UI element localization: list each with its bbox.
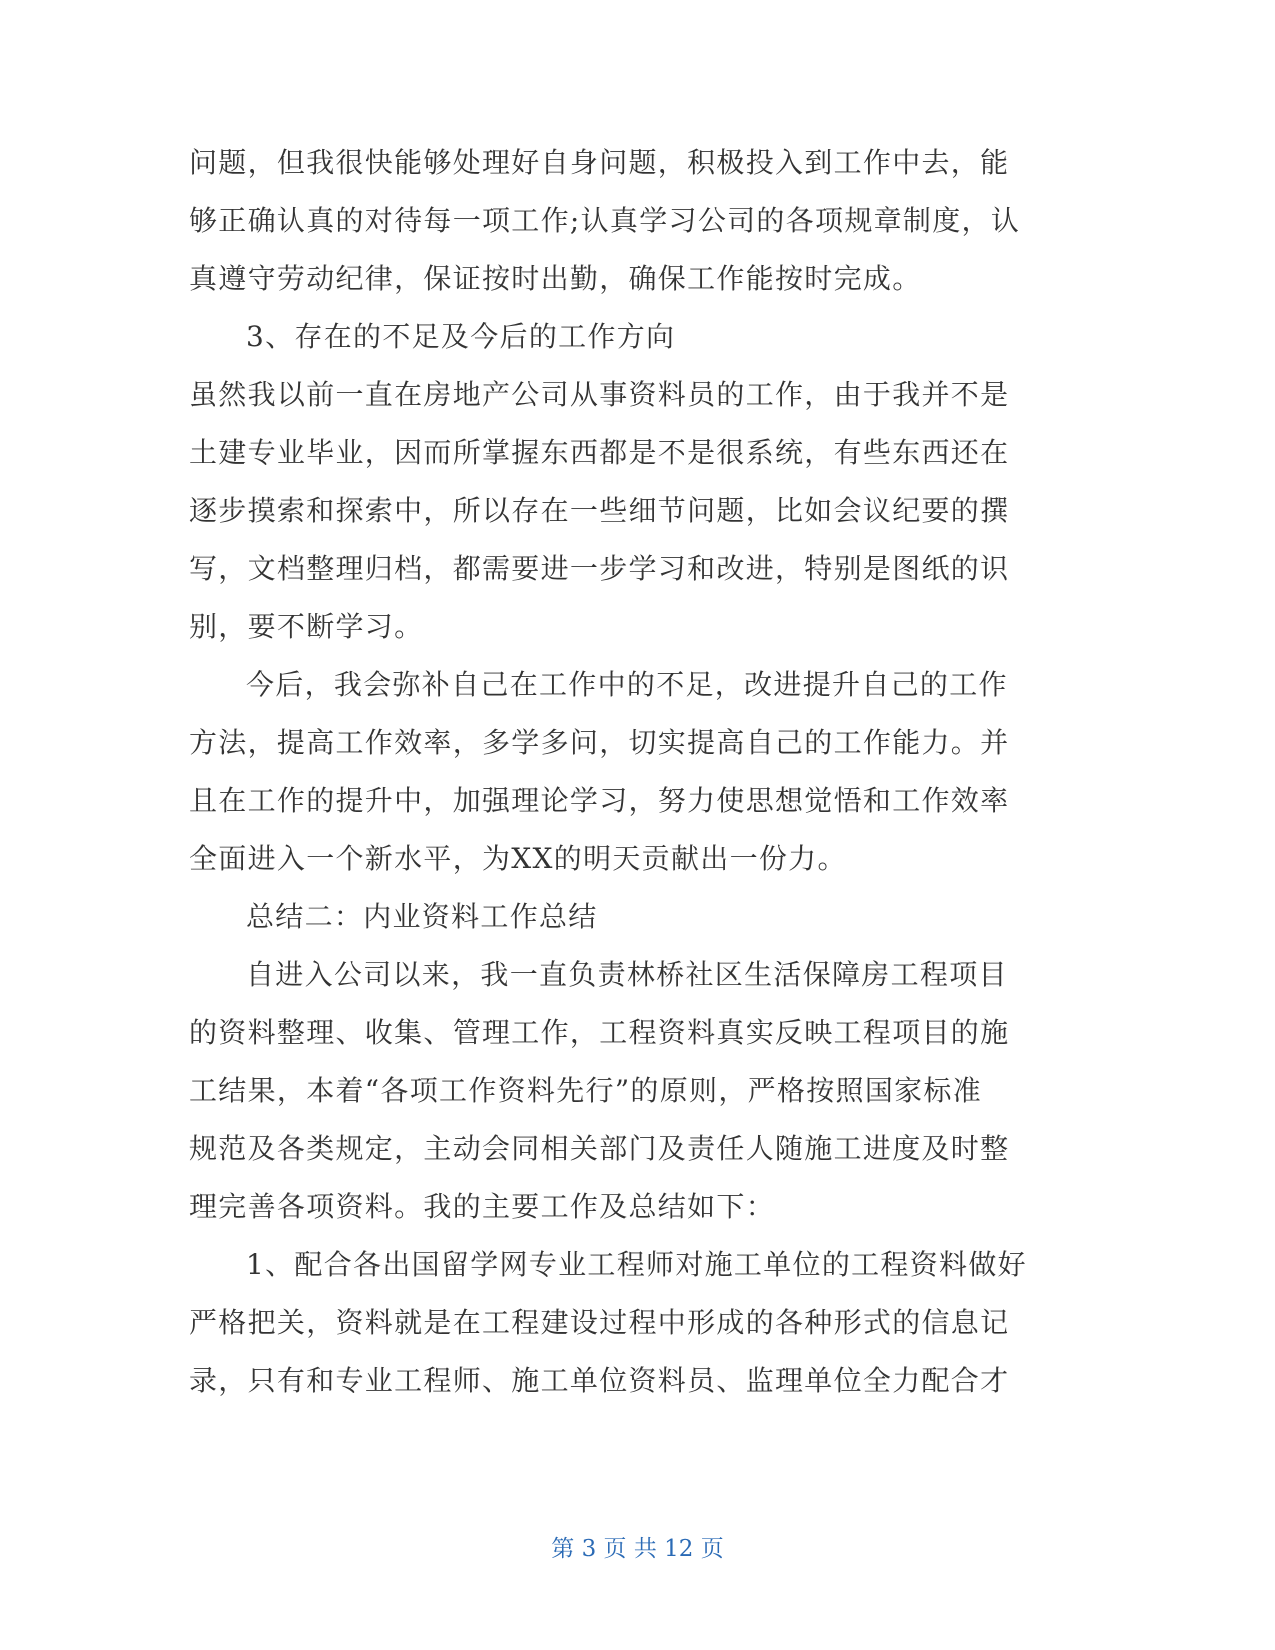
text-line: 问题，但我很快能够处理好自身问题，积极投入到工作中去，能	[189, 146, 1010, 179]
text-line: 方法，提高工作效率，多学多问，切实提高自己的工作能力。并	[189, 726, 1010, 759]
text-line: 虽然我以前一直在房地产公司从事资料员的工作，由于我并不是	[189, 378, 1010, 411]
text-line: 今后，我会弥补自己在工作中的不足，改进提升自己的工作	[246, 668, 1008, 701]
text-line: 录，只有和专业工程师、施工单位资料员、监理单位全力配合才	[189, 1364, 1010, 1397]
text-line: 规范及各类规定，主动会同相关部门及责任人随施工进度及时整	[189, 1132, 1010, 1165]
section-heading: 3、存在的不足及今后的工作方向	[246, 320, 676, 353]
text-line: 的资料整理、收集、管理工作，工程资料真实反映工程项目的施	[189, 1016, 1010, 1049]
text-line: 工结果，本着“各项工作资料先行”的原则，严格按照国家标准	[189, 1074, 983, 1107]
text-line: 且在工作的提升中，加强理论学习，努力使思想觉悟和工作效率	[189, 784, 1010, 817]
text-line: 严格把关，资料就是在工程建设过程中形成的各种形式的信息记	[189, 1306, 1010, 1339]
text-line: 土建专业毕业，因而所掌握东西都是不是很系统，有些东西还在	[189, 436, 1010, 469]
text-line: 够正确认真的对待每一项工作;认真学习公司的各项规章制度，认	[189, 204, 1021, 237]
text-line: 全面进入一个新水平，为XX的明天贡献出一份力。	[189, 842, 847, 875]
text-line: 真遵守劳动纪律，保证按时出勤，确保工作能按时完成。	[189, 262, 922, 295]
page-number-footer: 第 3 页 共 12 页	[551, 1536, 724, 1562]
text-line: 理完善各项资料。我的主要工作及总结如下：	[189, 1190, 776, 1223]
text-line: 自进入公司以来，我一直负责林桥社区生活保障房工程项目	[246, 958, 1008, 991]
text-line: 1、配合各出国留学网专业工程师对施工单位的工程资料做好	[246, 1248, 1027, 1281]
section-heading: 总结二：内业资料工作总结	[246, 900, 598, 933]
text-line: 别，要不断学习。	[189, 610, 424, 643]
text-line: 写，文档整理归档，都需要进一步学习和改进，特别是图纸的识	[189, 552, 1010, 585]
text-line: 逐步摸索和探索中，所以存在一些细节问题，比如会议纪要的撰	[189, 494, 1010, 527]
